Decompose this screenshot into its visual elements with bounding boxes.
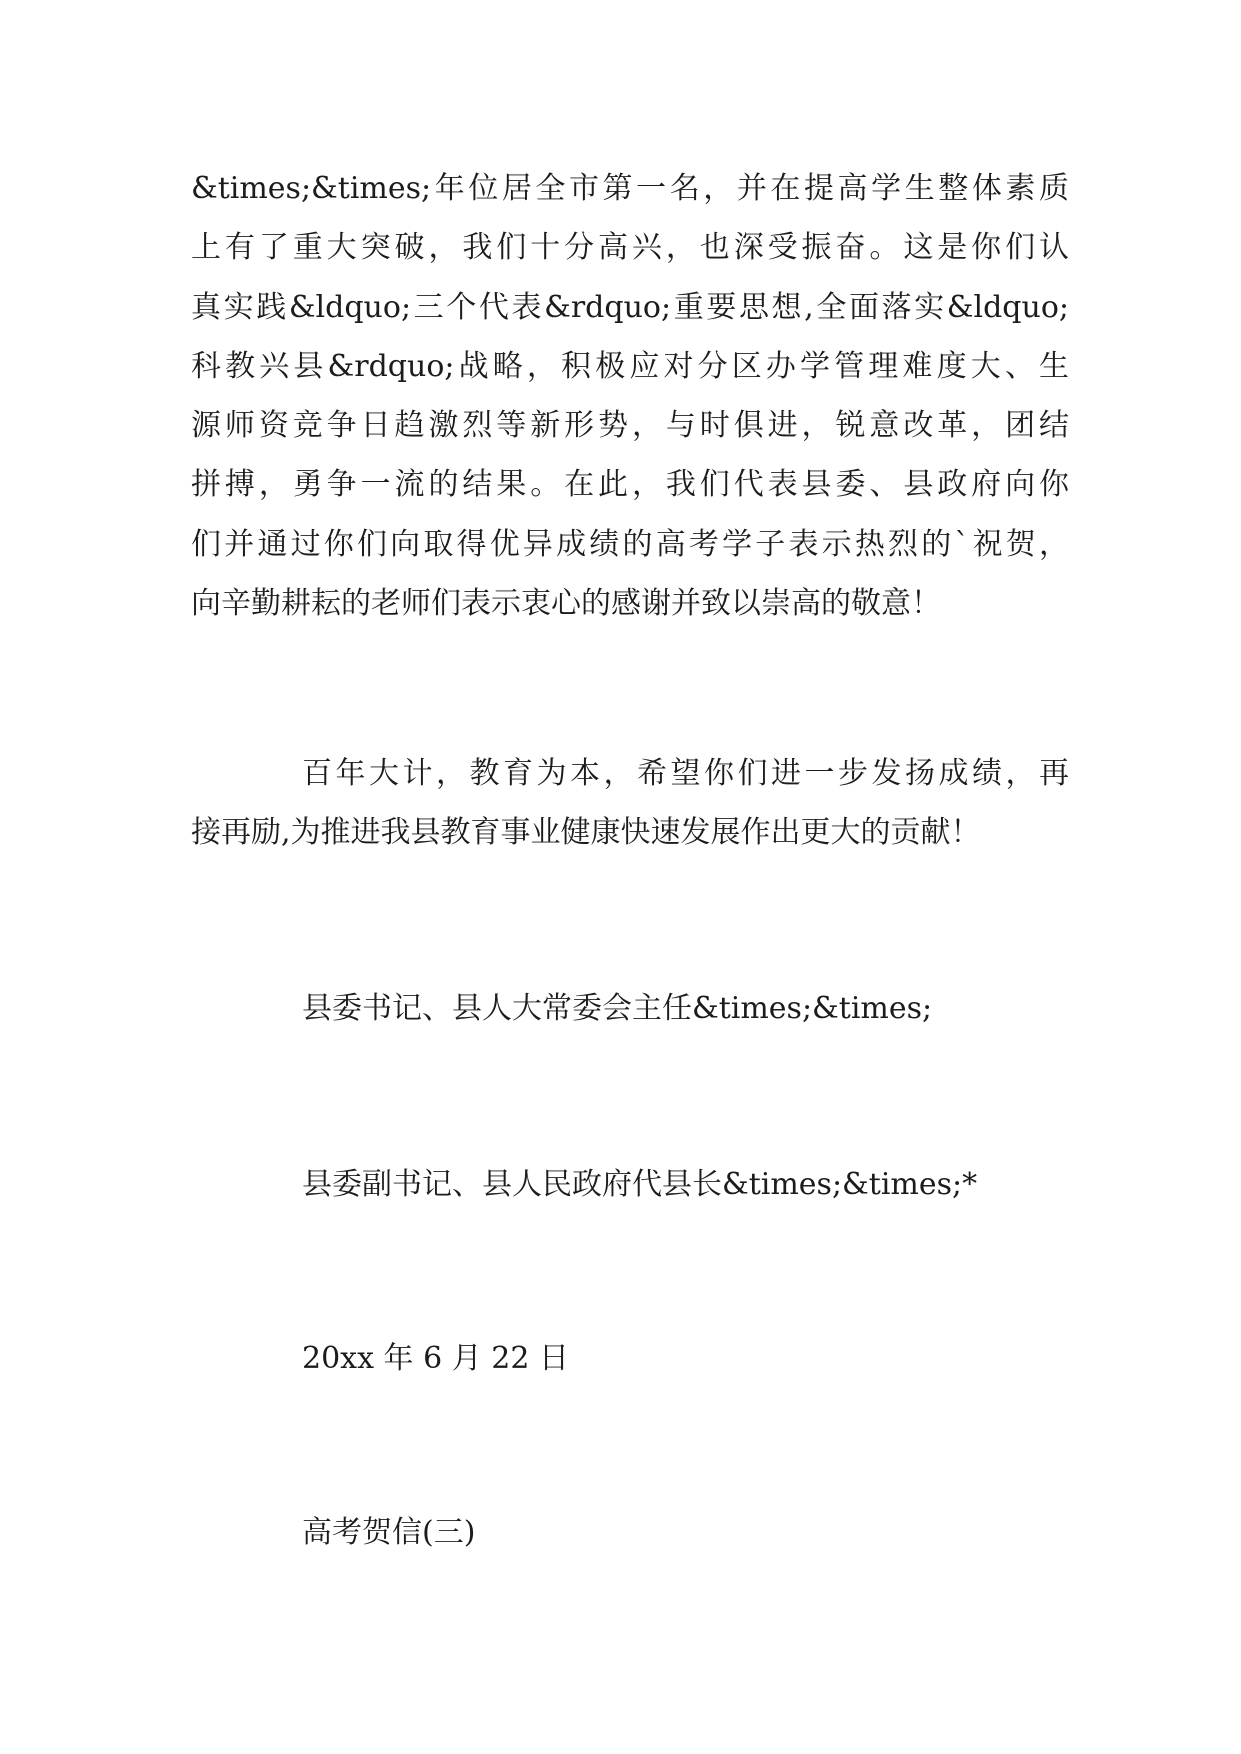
text-line: 百年大计，教育为本，希望你们进一步发扬成绩，再 [302, 756, 1069, 791]
letter-date: 20xx 年 6 月 22 日 [302, 1341, 569, 1376]
text-line: 源师资竞争日趋激烈等新形势，与时俱进，锐意改革，团结 [191, 408, 1069, 444]
text-line: 真实践&ldquo;三个代表&rdquo;重要思想,全面落实&ldquo; [191, 289, 1069, 325]
text-line: 上有了重大突破，我们十分高兴，也深受振奋。这是你们认 [191, 230, 1069, 266]
body-paragraph-1 [191, 159, 1069, 633]
text-line: 科教兴县&rdquo;战略，积极应对分区办学管理难度大、生 [191, 348, 1069, 384]
text-line: 接再励,为推进我县教育事业健康快速发展作出更大的贡献！ [191, 815, 981, 851]
signature-line-2: 县委副书记、县人民政府代县长&times;&times;* [302, 1167, 978, 1202]
section-title: 高考贺信(三) [302, 1515, 476, 1550]
text-line: 向辛勤耕耘的老师们表示衷心的感谢并致以崇高的敬意！ [191, 586, 941, 622]
signature-line-1: 县委书记、县人大常委会主任&times;&times; [302, 991, 933, 1026]
text-line: 拼搏，勇争一流的结果。在此，我们代表县委、县政府向你 [191, 467, 1069, 503]
body-paragraph-2 [191, 744, 1069, 863]
text-line: &times;&times;年位居全市第一名，并在提高学生整体素质 [191, 171, 1069, 206]
text-line: 们并通过你们向取得优异成绩的高考学子表示热烈的`祝贺， [191, 526, 1069, 562]
